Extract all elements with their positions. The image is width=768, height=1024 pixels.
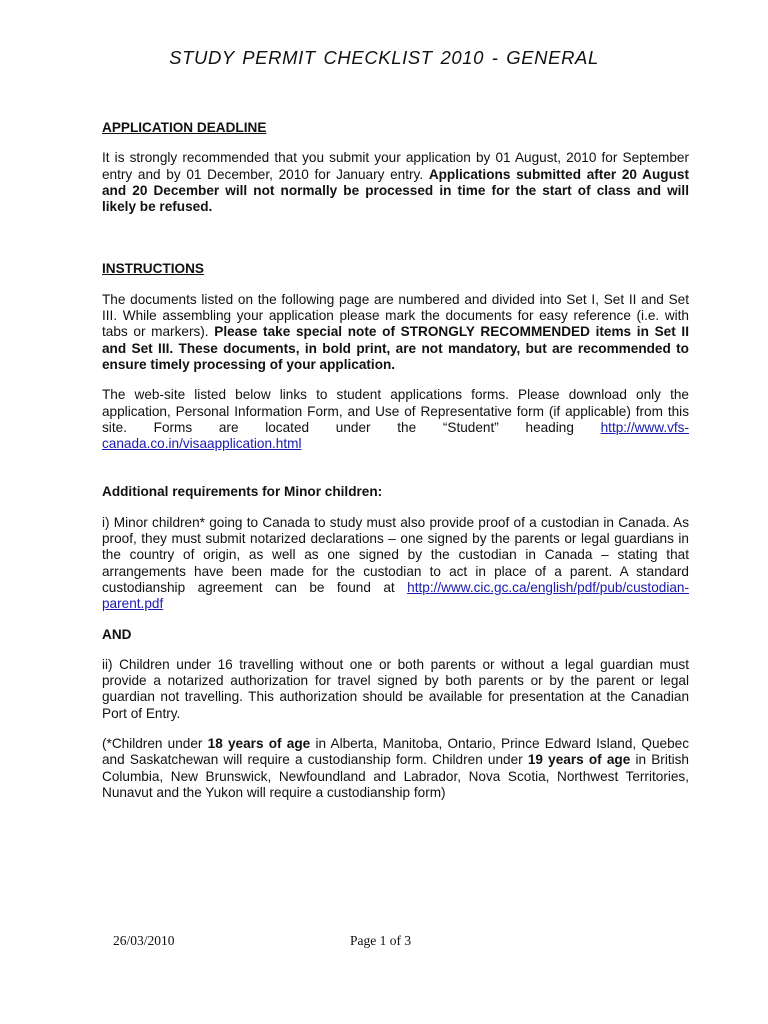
- minors-paragraph-3: [102, 736, 689, 801]
- footer-date: 26/03/2010: [113, 933, 175, 948]
- minors-text-3a: (*Children under: [102, 736, 208, 752]
- instructions-heading: INSTRUCTIONS: [102, 261, 204, 277]
- custodianship-form-link[interactable]: http://www.cic.gc.ca/english/pdf/pub/custodian-parent.pdf: [102, 579, 689, 612]
- age-19-text: 19 years of age: [527, 752, 631, 768]
- instructions-text-2: The web-site listed below links to student applications forms. Please download only the application, Personal Information Form, and Use of Representative form (if applicable) from this site. Forms are located under the “Student” heading: [102, 387, 689, 435]
- minors-paragraph-2: ii) Children under 16 travelling without one or both parents or without a legal guardian must provide a notarized authorization for travel signed by both parents or by the parent or legal guardian not travelling. This authorization should be available for presentation at the Canadian Port of Entry.: [102, 656, 689, 721]
- age-18-text: 18 years of age: [207, 736, 311, 752]
- deadline-text: It is strongly recommended that you submit your application by 01 August, 2010 for September entry and by 01 December, 2010 for January entry.: [102, 150, 689, 182]
- instructions-paragraph-2: [102, 387, 689, 452]
- minors-text-1: i) Minor children* going to Canada to study must also provide proof of a custodian in Canada. As proof, they must submit notarized declarations – one signed by the parents or legal guardians in the country of origin, as well as one signed by the custodian in Canada – stating that arrangements have been made for the custodian to act in place of a parent. A standard custodianship agreement can be found at: [102, 514, 689, 595]
- instructions-bold-text: Please take special note of STRONGLY RECOMMENDED items in Set II and Set III. These documents, in bold print, are not mandatory, but are recommended to ensure timely processing of your application.: [102, 324, 689, 372]
- minors-paragraph-1: [102, 515, 689, 613]
- deadline-heading: APPLICATION DEADLINE: [102, 120, 267, 135]
- footer-page-number: Page 1 of 3: [350, 933, 412, 948]
- and-label: AND: [102, 626, 132, 642]
- document-body: [102, 120, 689, 815]
- instructions-paragraph-1: [102, 292, 689, 373]
- deadline-bold-text: Applications submitted after 20 August and 20 December will not normally be processed in time for the start of class and will likely be refused.: [102, 166, 689, 215]
- minors-text-3e: in British Columbia, New Brunswick, Newfoundland and Labrador, Nova Scotia, Northwest Territories, Nunavut and the Yukon will require a custodianship form): [102, 752, 689, 800]
- deadline-paragraph: [102, 150, 689, 215]
- instructions-text-1: The documents listed on the following page are numbered and divided into Set I, Set II and Set III. While assembling your application please mark the documents for easy reference (i.e. with tabs or markers).: [102, 291, 689, 340]
- page-title: STUDY PERMIT CHECKLIST 2010 - GENERAL: [169, 47, 599, 68]
- vfs-application-link[interactable]: http://www.vfs-canada.co.in/visaapplication.html: [102, 419, 689, 452]
- minors-text-3c: in Alberta, Manitoba, Ontario, Prince Edward Island, Quebec and Saskatchewan will require a custodianship form. Children under: [102, 736, 690, 768]
- minors-heading: Additional requirements for Minor children:: [102, 484, 383, 500]
